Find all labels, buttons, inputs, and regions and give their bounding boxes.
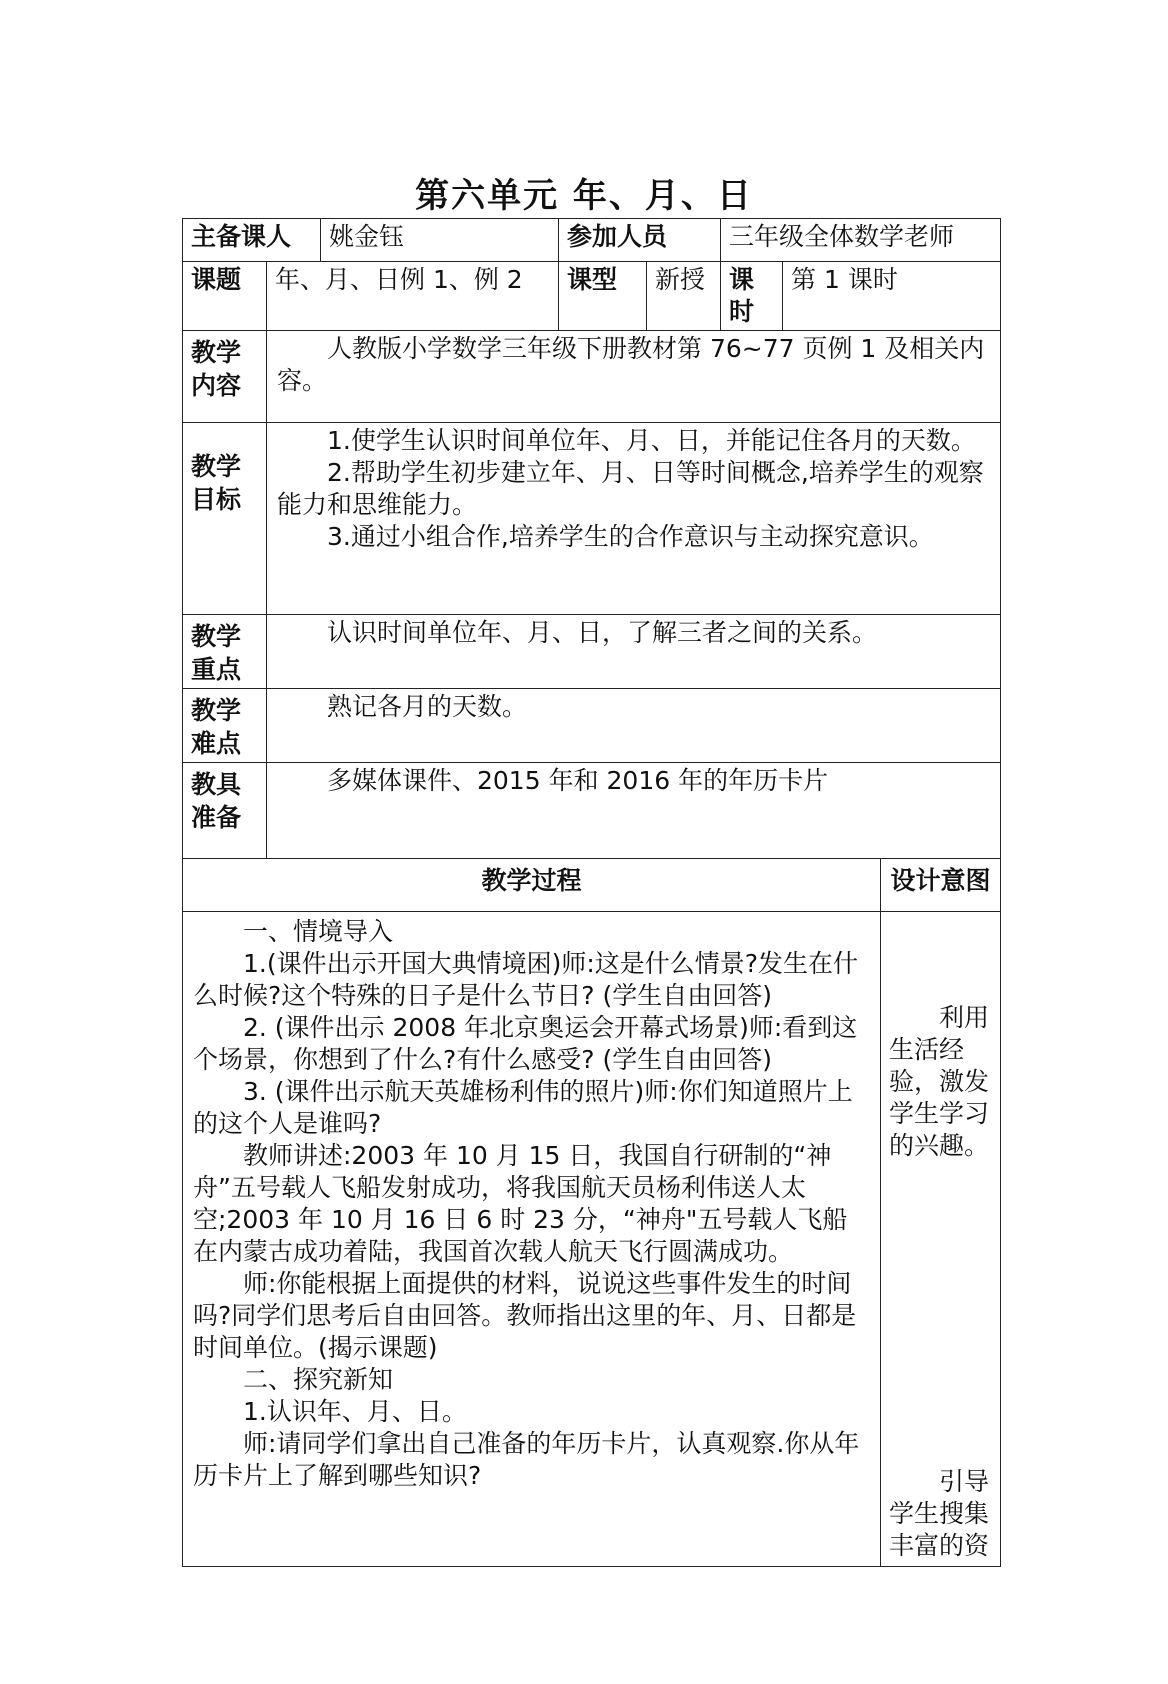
process-header-row xyxy=(183,859,1001,912)
topic-value: 年、月、日例 1、例 2 xyxy=(267,262,559,331)
section-label-line: 难点 xyxy=(191,728,242,758)
participants-label: 参加人员 xyxy=(559,219,721,262)
section-body xyxy=(267,331,1001,423)
section-difficulties xyxy=(183,689,1001,763)
lead-label: 主备课人 xyxy=(183,219,321,262)
section-objectives xyxy=(183,423,1001,615)
process-paragraph: 2. (课件出示 2008 年北京奥运会开幕式场景)师:看到这个场景，你想到了什么?有什么感受? (学生自由回答) xyxy=(193,1013,858,1074)
section-label xyxy=(183,331,267,423)
lesson-plan-table xyxy=(182,218,1001,1567)
section-label xyxy=(183,689,267,763)
process-paragraph: 师:你能根据上面提供的材料，说说这些事件发生的时间吗?同学们思考后自由回答。教师指出这里的年、月、日都是时间单位。(揭示课题) xyxy=(193,1269,857,1362)
section-body xyxy=(267,689,1001,763)
process-paragraph: 1.认识年、月、日。 xyxy=(243,1397,467,1426)
section-label-line: 教学 xyxy=(191,338,242,367)
section-paragraph: 认识时间单位年、月、日，了解三者之间的关系。 xyxy=(327,618,878,647)
section-label-line: 教学 xyxy=(191,696,242,725)
section-materials xyxy=(183,763,1001,859)
process-paragraph: 一、情境导入 xyxy=(243,917,394,946)
intent-heading: 设计意图 xyxy=(881,859,1001,912)
type-value: 新授 xyxy=(647,262,721,331)
section-label xyxy=(183,763,267,859)
header-row-topic xyxy=(183,262,1001,331)
process-paragraph: 教师讲述:2003 年 10 月 15 日，我国自行研制的“神舟”五号载人飞船发射成功，将我国航天员杨利伟送人太空;2003 年 10 月 16 日 6 时 23 分，“神舟"五号载人飞船在内蒙古成功着陆，我国首次载人航天飞行圆满成功。 xyxy=(193,1141,848,1266)
section-key-points xyxy=(183,615,1001,689)
intent-paragraph: 利用生活经验，激发学生学习的兴趣。 xyxy=(889,1003,990,1160)
section-label-line: 教学 xyxy=(191,452,242,481)
section-label xyxy=(183,615,267,689)
section-body xyxy=(267,423,1001,615)
process-body xyxy=(183,912,881,1567)
header-row-lead xyxy=(183,219,1001,262)
intent-body xyxy=(881,912,1001,1567)
section-label-line: 重点 xyxy=(191,654,242,684)
section-paragraph: 3.通过小组合作,培养学生的合作意识与主动探究意识。 xyxy=(327,522,934,551)
section-label-line: 教具 xyxy=(191,770,242,799)
section-body xyxy=(267,615,1001,689)
section-label-line: 目标 xyxy=(191,484,242,514)
section-label xyxy=(183,423,267,615)
section-label-line: 内容 xyxy=(191,370,242,400)
type-label: 课型 xyxy=(559,262,647,331)
section-content xyxy=(183,331,1001,423)
participants-value: 三年级全体数学老师 xyxy=(721,219,1001,262)
period-label: 课时 xyxy=(721,262,783,331)
period-value: 第 1 课时 xyxy=(783,262,1001,331)
section-paragraph: 2.帮助学生初步建立年、月、日等时间概念,培养学生的观察能力和思维能力。 xyxy=(277,458,984,519)
section-label-line: 教学 xyxy=(191,622,242,651)
section-body xyxy=(267,763,1001,859)
process-paragraph: 师:请同学们拿出自己准备的年历卡片，认真观察.你从年历卡片上了解到哪些知识? xyxy=(193,1429,860,1490)
process-body-row xyxy=(183,912,1001,1567)
page-title: 第六单元 年、月、日 xyxy=(415,176,753,216)
process-paragraph: 二、探究新知 xyxy=(243,1365,394,1394)
process-paragraph: 1.(课件出示开国大典情境困)师:这是什么情景?发生在什么时候?这个特殊的日子是什么节日? (学生自由回答) xyxy=(193,949,859,1010)
lead-value: 姚金钰 xyxy=(321,219,559,262)
section-paragraph: 熟记各月的天数。 xyxy=(327,692,528,721)
intent-paragraph: 引导学生搜集丰富的资 xyxy=(889,1467,990,1560)
section-paragraph: 人教版小学数学三年级下册教材第 76~77 页例 1 及相关内容。 xyxy=(277,334,985,395)
process-heading: 教学过程 xyxy=(183,859,881,912)
process-paragraph: 3. (课件出示航天英雄杨利伟的照片)师:你们知道照片上的这个人是谁吗? xyxy=(193,1077,853,1138)
section-paragraph: 多媒体课件、2015 年和 2016 年的年历卡片 xyxy=(327,766,829,795)
section-label-line: 准备 xyxy=(191,802,242,832)
section-paragraph: 1.使学生认识时间单位年、月、日，并能记住各月的天数。 xyxy=(327,426,976,455)
topic-label: 课题 xyxy=(183,262,267,331)
